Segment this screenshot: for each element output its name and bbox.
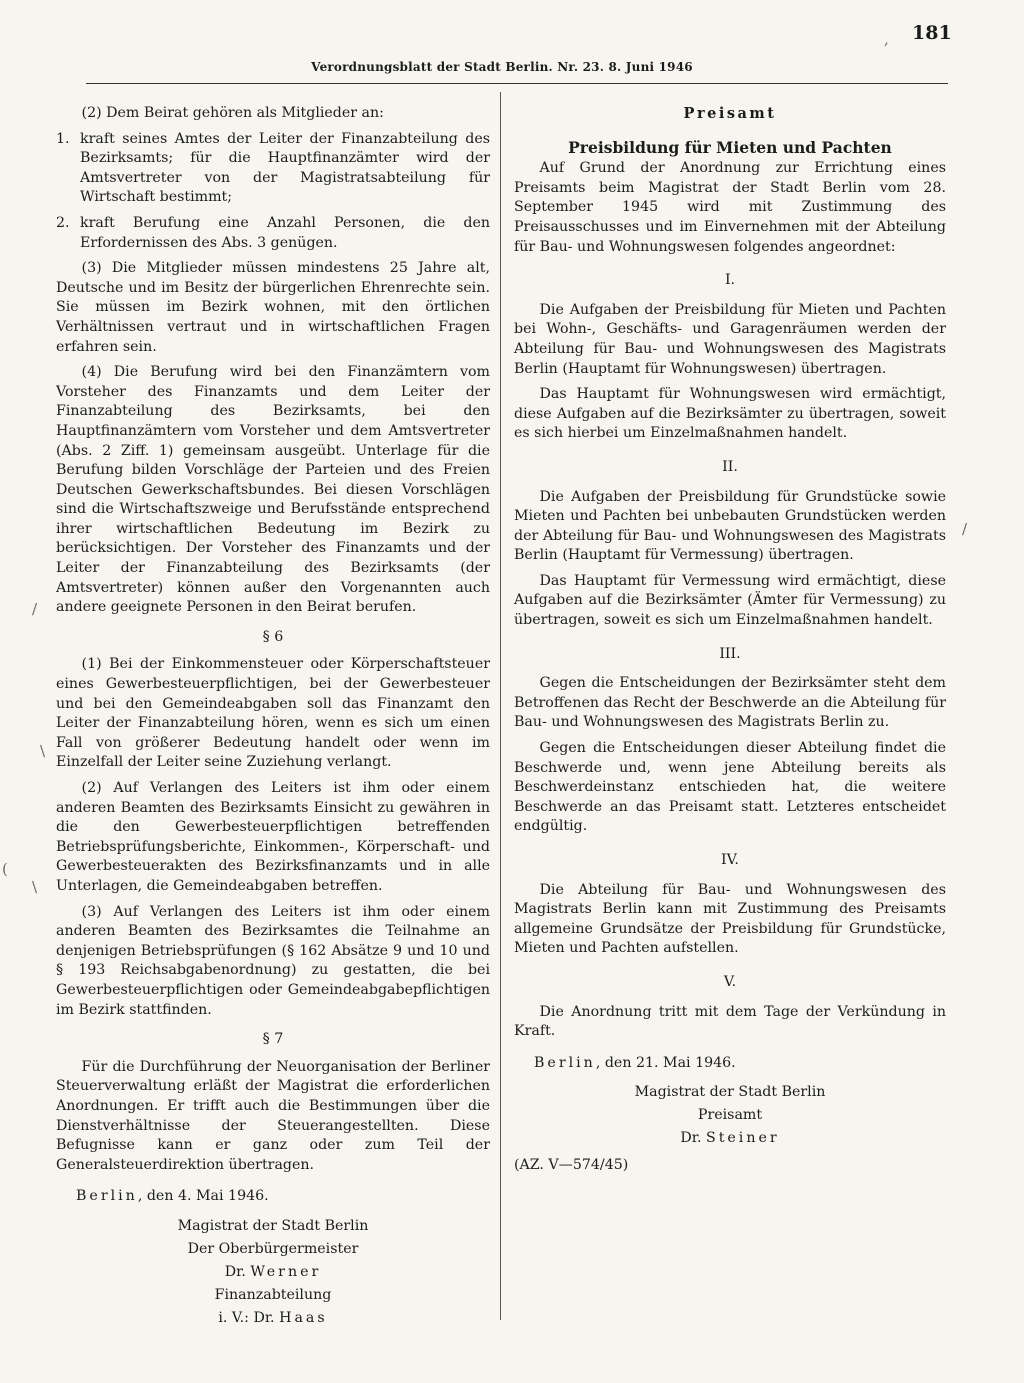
signatory-name-line bbox=[56, 1261, 490, 1284]
paragraph: Die Abteilung für Bau- und Wohnungswesen des Magistrats Berlin kann mit Zustimmung des Preisamts allgemeine Grundsätze der Preisbildung für Grundstücke, Mieten und Pachten aufstellen. bbox=[514, 881, 946, 957]
signatory-title: Dr. bbox=[224, 1263, 246, 1280]
signature-department: Finanzabteilung bbox=[214, 1286, 332, 1303]
enumeration-number: 2. bbox=[56, 214, 70, 231]
margin-mark: / bbox=[32, 600, 38, 618]
section-heading-7: § 7 bbox=[262, 1031, 284, 1048]
article-subtitle: Preisbildung für Mieten und Pachten bbox=[568, 137, 892, 157]
signatory-name: Steiner bbox=[705, 1130, 780, 1147]
signature-block bbox=[56, 1215, 490, 1330]
section-heading-iv: IV. bbox=[721, 852, 739, 868]
signature-date: , den 4. Mai 1946. bbox=[137, 1188, 269, 1205]
signature-line: Preisamt bbox=[697, 1107, 763, 1124]
paragraph: (3) Die Mitglieder müssen mindestens 25 Jahre alt, Deutsche und im Besitz der bürgerlichen Ehrenrechte sein. Sie müssen im Bezirk wohnen, mit den örtlichen Verhältnissen vertraut und in wirtschaftlichen Fragen erfahren sein. bbox=[56, 260, 490, 355]
signature-place: Berlin bbox=[534, 1054, 596, 1071]
paragraph: Gegen die Entscheidungen der Bezirksämter steht dem Betroffenen das Recht der Beschwerde an die Abteilung für Bau- und Wohnungswesen des Magistrats Berlin zu. bbox=[514, 675, 946, 731]
deputy-prefix: i. V.: Dr. bbox=[218, 1309, 275, 1326]
paragraph-beirat-intro: (2) Dem Beirat gehören als Mitglieder an: bbox=[81, 105, 384, 121]
margin-mark: \ bbox=[40, 742, 46, 760]
file-reference: (AZ. V—574/45) bbox=[514, 1157, 629, 1174]
section-heading-6: § 6 bbox=[262, 628, 284, 645]
running-header: Verordnungsblatt der Stadt Berlin. Nr. 23. 8. Juni 1946 bbox=[311, 60, 693, 74]
enumeration-text: kraft Berufung eine Anzahl Personen, die den Erfordernissen des Abs. 3 genügen. bbox=[80, 214, 490, 251]
article-title: Preisamt bbox=[683, 105, 777, 122]
enumeration-item bbox=[56, 214, 490, 253]
paragraph: Die Aufgaben der Preisbildung für Mieten und Pachten bei Wohn-, Geschäfts- und Garagenräumen werden der Abteilung für Bau- und Wohnungswesen des Magistrats Berlin (Hauptamt für Wohnungswesen) übertragen. bbox=[514, 301, 946, 377]
column-divider bbox=[500, 92, 501, 1320]
enumeration-text: kraft seines Amtes der Leiter der Finanzabteilung des Bezirksamts; für die Hauptfinanzämter wird der Amtsvertreter von der Magistratsabteilung für Wirtschaft bestimmt; bbox=[80, 130, 490, 206]
signature-place: Berlin bbox=[76, 1188, 138, 1205]
paragraph: (3) Auf Verlangen des Leiters ist ihm oder einem anderen Beamten des Bezirksamtes die Teilnahme an denjenigen Betriebsprüfungen (§ 162 Absätze 9 und 10 und § 193 Reichsabgabenordnung) zu gestatten, die bei Gewerbesteuerpflichtigen oder Gemeindeabgabepflichtigen im Bezirk stattfinden. bbox=[56, 903, 490, 1018]
right-column bbox=[514, 104, 946, 1176]
preamble: Auf Grund der Anordnung zur Errichtung eines Preisamts beim Magistrat der Stadt Berlin vom 28. September 1945 wird mit Zustimmung des Preisausschusses und im Einvernehmen mit der Abteilung für Bau- und Wohnungswesen folgendes angeordnet: bbox=[514, 160, 946, 255]
margin-mark: , bbox=[884, 30, 889, 48]
paragraph: (1) Bei der Einkommensteuer oder Körperschaftsteuer eines Gewerbesteuerpflichtigen, bei der Gewerbesteuer und bei den Gemeindeabgaben soll das Finanzamt den Leiter der Finanzabteilung hören, wenn es sich um einen Fall von größerer Bedeutung handelt oder wenn im Einzelfall der Leiter seine Zuziehung verlangt. bbox=[56, 656, 490, 771]
signatory-name: Werner bbox=[250, 1263, 322, 1280]
margin-mark: / bbox=[962, 520, 968, 538]
signature-block bbox=[514, 1081, 946, 1150]
header-rule bbox=[86, 83, 948, 84]
paragraph: Das Hauptamt für Wohnungswesen wird ermächtigt, diese Aufgaben auf die Bezirksämter zu übertragen, soweit es sich hierbei um Einzelmaßnahmen handelt. bbox=[514, 386, 946, 442]
signature-date-line bbox=[514, 1054, 946, 1074]
signature-line: Der Oberbürgermeister bbox=[187, 1240, 359, 1257]
paragraph: (4) Die Berufung wird bei den Finanzämtern vom Vorsteher des Finanzamts und dem Leiter der Finanzabteilung des Bezirksamts, bei den Hauptfinanzämtern vom Vorsteher und dem Amtsvertreter (Abs. 2 Ziff. 1) gemeinsam ausgeübt. Unterlage für die Berufung bilden Vorschläge der Parteien und des Freien Deutschen Gewerkschaftsbundes. Bei diesen Vorschlägen sind die Wirtschaftszweige und Berufsstände entsprechend ihrer wirtschaftlichen Bedeutung im Bezirk zu berücksichtigen. Der Vorsteher des Finanzamts und der Leiter der Finanzabteilung des Bezirksamts (der Amtsvertreter) können außer den Vorgenannten auch andere geeignete Personen in den Beirat berufen. bbox=[56, 364, 490, 616]
margin-mark: \ bbox=[32, 878, 38, 896]
margin-mark: ( bbox=[2, 860, 8, 878]
enumeration-item bbox=[56, 130, 490, 208]
deputy-name: Haas bbox=[279, 1309, 328, 1326]
left-column bbox=[56, 104, 490, 1330]
paragraph: Die Aufgaben der Preisbildung für Grundstücke sowie Mieten und Pachten bei unbebauten Grundstücken werden der Abteilung für Bau- und Wohnungswesen des Magistrats Berlin (Hauptamt für Vermessung) übertragen. bbox=[514, 488, 946, 564]
section-heading-ii: II. bbox=[722, 458, 738, 475]
section-heading-i: I. bbox=[724, 272, 736, 289]
paragraph: Die Anordnung tritt mit dem Tage der Verkündung in Kraft. bbox=[514, 1003, 946, 1040]
signature-line: Magistrat der Stadt Berlin bbox=[634, 1084, 826, 1101]
signature-date: , den 21. Mai 1946. bbox=[595, 1054, 736, 1071]
paragraph: Das Hauptamt für Vermessung wird ermächtigt, diese Aufgaben auf die Bezirksämter (Ämter für Vermessung) zu übertragen, soweit es sich um Einzelmaßnahmen handelt. bbox=[514, 572, 946, 629]
signature-line: Magistrat der Stadt Berlin bbox=[177, 1217, 369, 1234]
paragraph: Gegen die Entscheidungen dieser Abteilung findet die Beschwerde und, wenn jene Abteilung bereits als Beschwerdeinstanz entschieden hat, die weitere Beschwerde an das Preisamt statt. Letzteres entscheidet endgültig. bbox=[514, 740, 946, 835]
section-heading-iii: III. bbox=[719, 645, 741, 662]
page-number: 181 bbox=[912, 22, 952, 44]
signatory-name-line bbox=[514, 1127, 946, 1150]
section-heading-v: V. bbox=[723, 973, 737, 990]
signatory-title: Dr. bbox=[680, 1130, 702, 1147]
deputy-name-line bbox=[56, 1307, 490, 1330]
paragraph: Für die Durchführung der Neuorganisation der Berliner Steuerverwaltung erläßt der Magistrat die erforderlichen Anordnungen. Er trifft auch die Bestimmungen über die Dienstverhältnisse der Steuerangestellten. Diese Befugnisse kann er ganz oder zum Teil der Generalsteuerdirektion übertragen. bbox=[56, 1058, 490, 1173]
signature-date-line bbox=[56, 1187, 490, 1207]
enumeration-number: 1. bbox=[56, 130, 70, 147]
paragraph: (2) Auf Verlangen des Leiters ist ihm oder einem anderen Beamten des Bezirksamts Einsicht zu gewähren in die den Gewerbesteuerpflichtigen betreffenden Betriebsprüfungsberichte, Einkommen-, Körperschaft- und Gewerbesteuerakten des Bezirksfinanzamts und in alle Unterlagen, die Gemeindeabgaben betreffen. bbox=[56, 780, 490, 894]
